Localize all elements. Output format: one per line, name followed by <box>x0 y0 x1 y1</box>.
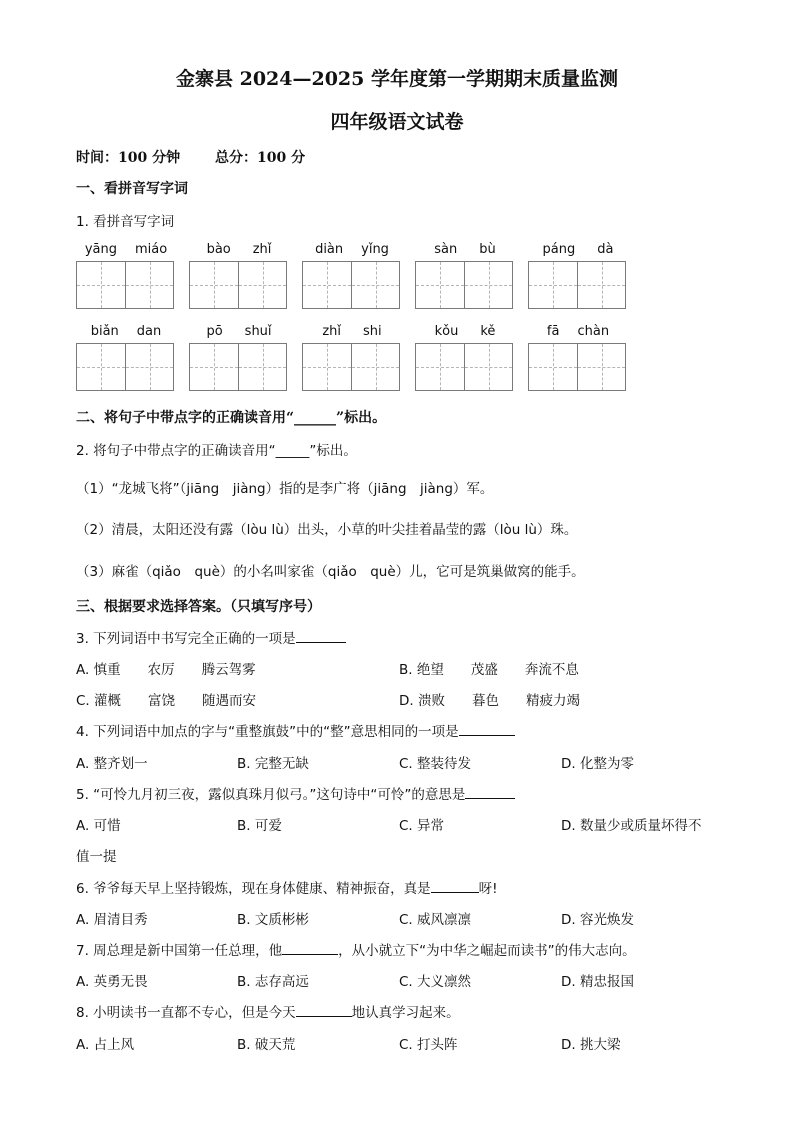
question-1-stem: 1. 看拼音写字词 <box>76 214 175 230</box>
answer-blank[interactable] <box>296 1003 352 1018</box>
option-a[interactable]: A. 眉清目秀 <box>76 912 148 928</box>
question-2-item-1: （1）“龙城飞将”（jiāng jiàng）指的是李广将（jiāng jiàng）军。 <box>76 481 494 497</box>
option-b[interactable]: B. 可爱 <box>237 818 282 834</box>
score-label: 总分：100 分 <box>215 150 306 166</box>
time-label: 时间：100 分钟 <box>76 150 181 166</box>
writing-grid[interactable] <box>189 261 287 309</box>
option-b[interactable]: B. 绝望 茂盛 奔流不息 <box>399 662 579 678</box>
answer-blank[interactable] <box>465 785 515 800</box>
pinyin-label: biǎn dan <box>90 324 162 339</box>
option-d[interactable]: D. 容光焕发 <box>561 912 634 928</box>
pinyin-label: bào zhǐ <box>206 242 272 257</box>
writing-grid[interactable] <box>415 343 513 391</box>
option-c[interactable]: C. 灌概 富饶 随遇而安 <box>76 693 257 709</box>
option-a[interactable]: A. 英勇无畏 <box>76 974 148 990</box>
option-d[interactable]: D. 数量少或质量坏得不 <box>561 818 702 834</box>
answer-blank[interactable] <box>431 879 479 894</box>
option-d[interactable]: D. 化整为零 <box>561 756 634 772</box>
writing-grid[interactable] <box>189 343 287 391</box>
writing-grid[interactable] <box>76 343 174 391</box>
pinyin-label: páng dà <box>542 242 614 257</box>
question-4-stem: 4. 下列词语中加点的字与“重整旗鼓”中的“整”意思相同的一项是 <box>76 720 515 740</box>
question-2-item-3: （3）麻雀（qiǎo què）的小名叫家雀（qiǎo què）儿，它可是筑巢做窝的能手。 <box>76 564 585 580</box>
option-c[interactable]: C. 异常 <box>399 818 445 834</box>
pinyin-label: pō shuǐ <box>206 324 272 339</box>
question-5-stem: 5. “可怜九月初三夜，露似真珠月似弓。”这句诗中“可怜”的意思是 <box>76 783 515 803</box>
question-8-stem: 8. 小明读书一直都不专心，但是今天 地认真学习起来。 <box>76 1001 460 1021</box>
writing-grid[interactable] <box>528 343 626 391</box>
section3-heading: 三、根据要求选择答案。（只填写序号） <box>76 599 321 615</box>
option-c[interactable]: C. 整装待发 <box>399 756 472 772</box>
pinyin-label: diàn yǐng <box>315 242 389 257</box>
option-d-continuation: 值一提 <box>76 849 117 865</box>
question-3-stem: 3. 下列词语中书写完全正确的一项是 <box>76 627 346 647</box>
answer-blank[interactable] <box>282 941 338 956</box>
option-a[interactable]: A. 整齐划一 <box>76 756 148 772</box>
writing-grid[interactable] <box>302 261 400 309</box>
question-2-stem: 2. 将句子中带点字的正确读音用“_____”标出。 <box>76 443 357 459</box>
pinyin-label: kǒu kě <box>434 324 496 339</box>
option-c[interactable]: C. 打头阵 <box>399 1037 458 1053</box>
exam-title: 金寨县 2024—2025 学年度第一学期期末质量监测 <box>176 68 618 90</box>
option-d[interactable]: D. 挑大梁 <box>561 1037 621 1053</box>
pinyin-label: yāng miáo <box>84 242 168 257</box>
exam-subtitle: 四年级语文试卷 <box>330 111 464 133</box>
option-a[interactable]: A. 可惜 <box>76 818 121 834</box>
option-b[interactable]: B. 完整无缺 <box>237 756 309 772</box>
option-d[interactable]: D. 精忠报国 <box>561 974 634 990</box>
section2-heading: 二、将句子中带点字的正确读音用“______”标出。 <box>76 410 387 426</box>
section1-heading: 一、看拼音写字词 <box>76 181 188 197</box>
option-c[interactable]: C. 威风凛凛 <box>399 912 472 928</box>
pinyin-label: sàn bù <box>434 242 496 257</box>
option-b[interactable]: B. 志存高远 <box>237 974 309 990</box>
writing-grid[interactable] <box>76 261 174 309</box>
option-d[interactable]: D. 溃败 暮色 精疲力竭 <box>399 693 580 709</box>
option-a[interactable]: A. 慎重 农厉 腾云驾雾 <box>76 662 256 678</box>
pinyin-label: zhǐ shi <box>322 324 382 339</box>
answer-blank[interactable] <box>296 629 346 644</box>
option-b[interactable]: B. 文质彬彬 <box>237 912 309 928</box>
writing-grid[interactable] <box>528 261 626 309</box>
question-7-stem: 7. 周总理是新中国第一任总理，他 ，从小就立下“为中华之崛起而读书”的伟大志向。 <box>76 939 636 959</box>
question-2-item-2: （2）清晨，太阳还没有露（lòu lù）出头，小草的叶尖挂着晶莹的露（lòu lù）珠。 <box>76 522 578 538</box>
option-b[interactable]: B. 破天荒 <box>237 1037 296 1053</box>
question-6-stem: 6. 爷爷每天早上坚持锻炼，现在身体健康、精神振奋，真是 呀! <box>76 877 498 897</box>
pinyin-label: fā chàn <box>546 324 610 339</box>
answer-blank[interactable] <box>459 722 515 737</box>
option-c[interactable]: C. 大义凛然 <box>399 974 472 990</box>
writing-grid[interactable] <box>302 343 400 391</box>
writing-grid[interactable] <box>415 261 513 309</box>
option-a[interactable]: A. 占上风 <box>76 1037 135 1053</box>
